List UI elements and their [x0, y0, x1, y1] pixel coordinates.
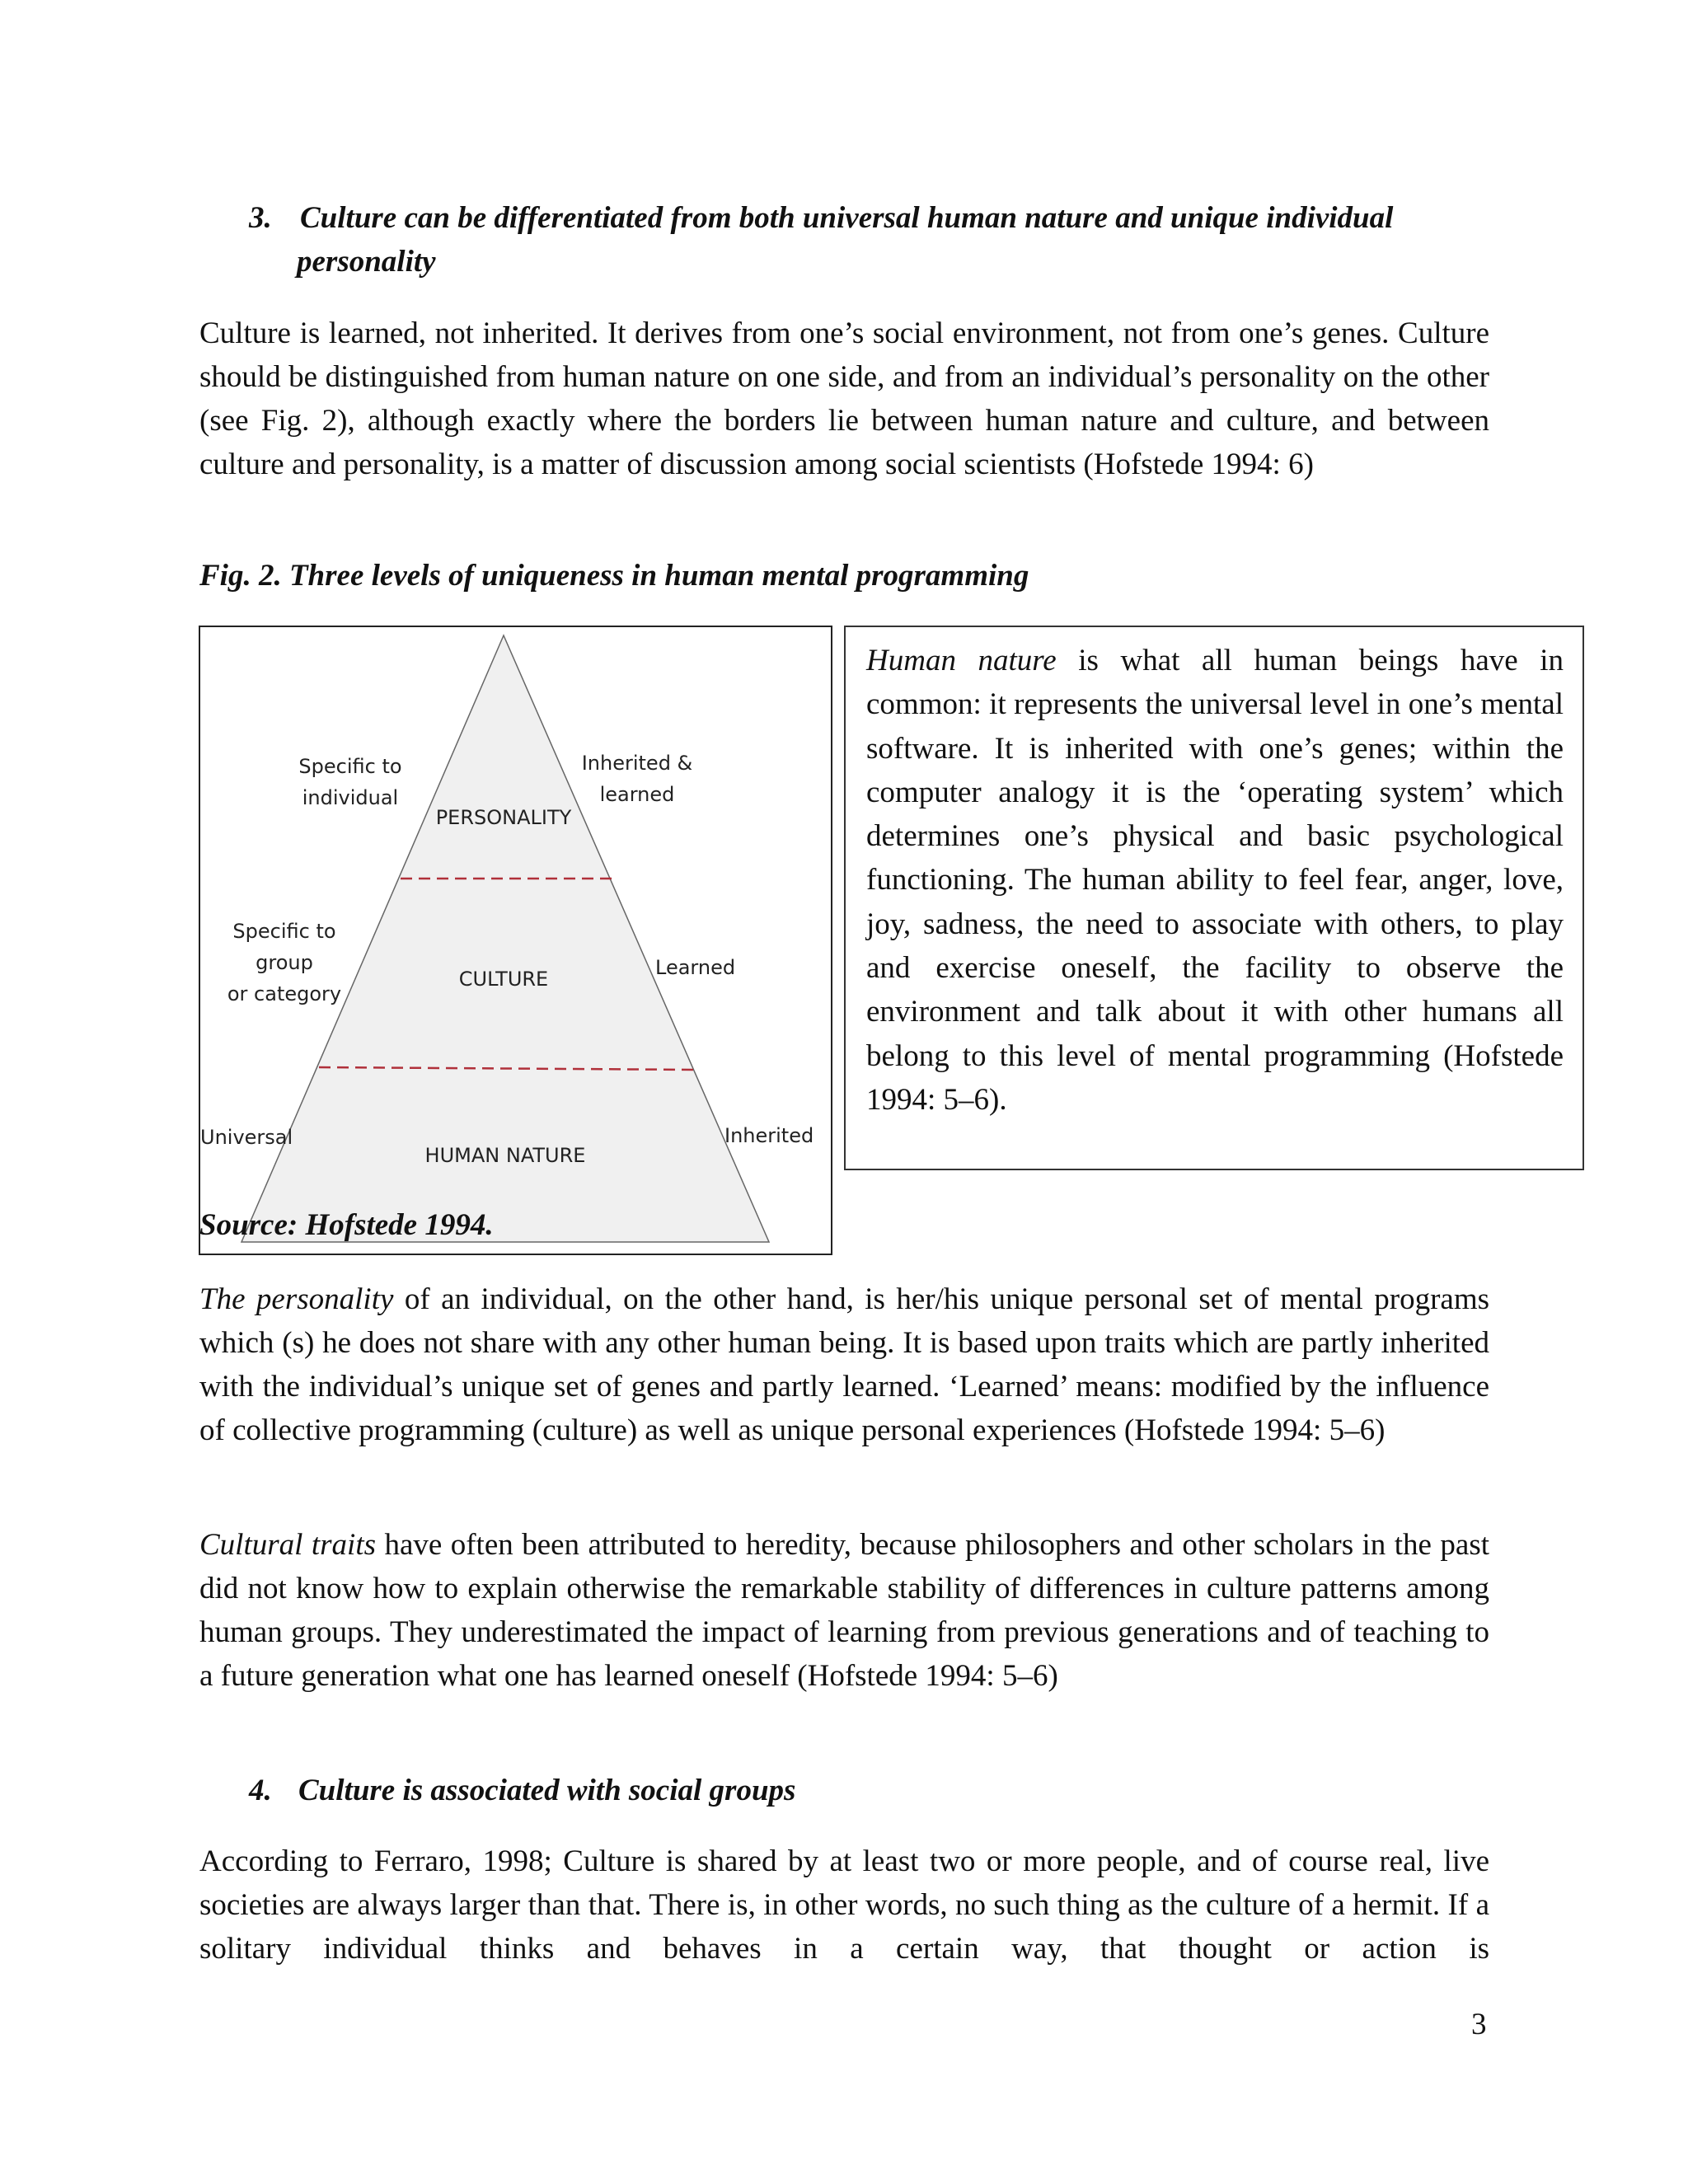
level-personality: PERSONALITY: [435, 806, 572, 829]
label-inherited: Inherited: [724, 1124, 814, 1147]
paragraph-cultural-traits: Cultural traits have often been attributed to heredity, because philosophers and other scholars in the past did not know how to explain otherwise the remarkable stability of differences in culture patterns among human groups. They underestimated the impact of learning from previous generations and of teaching to a future generation what one has learned oneself (Hofstede 1994: 5–6): [199, 1528, 1489, 1693]
human-nature-definition: Human nature is what all human beings have in common: it represents the universal level in one’s mental software. It is inherited with one’s genes; within the computer analogy it is the ‘operating system’ which determines one’s physical and basic psychological functioning. The human ability to feel fear, anger, love, joy, sadness, the need to associate with others, to play and exercise oneself, the facility to observe the environment and talk about it with other humans all belong to this level of mental programming (Hofstede 1994: 5–6).: [866, 644, 1564, 1117]
figure-source: Source: Hofstede 1994.: [199, 1208, 494, 1242]
section-heading-3: [249, 196, 1493, 240]
level-human-nature: HUMAN NATURE: [424, 1144, 586, 1167]
label-inherited-learned: Inherited & learned: [581, 752, 693, 806]
section-heading-4: [249, 1769, 795, 1812]
label-specific-individual: Specific to individual: [298, 755, 402, 809]
term-personality: The personality: [199, 1282, 394, 1316]
paragraph-personality: The personality of an individual, on the other hand, is her/his unique personal set of mental programs which (s) he does not share with any other human being. It is based upon traits which are partly inherited with the individual’s unique set of genes and partly learned. ‘Learned’ means: modified by the influence of collective programming (culture) as well as unique personal experiences (Hofstede 1994: 5–6): [199, 1282, 1490, 1447]
section-title-line1: Culture can be differentiated from both universal human nature and unique individual: [300, 201, 1394, 235]
paragraph-social-groups: According to Ferraro, 1998; Culture is shared by at least two or more people, and of course real, live societies are always larger than that. There is, in other words, no such thing as the culture of a hermit. If a solitary individual thinks and behaves in a certain way, that thought or action is: [199, 1844, 1489, 1966]
section-number: 4.: [249, 1774, 272, 1807]
label-universal: Universal: [200, 1126, 293, 1149]
section-number: 3.: [249, 201, 272, 235]
label-specific-group: Specific to group or category: [227, 920, 342, 1005]
page-number: 3: [1471, 2008, 1487, 2041]
term-human-nature: Human nature: [866, 644, 1057, 677]
figure-pyramid-box: [199, 626, 832, 1255]
term-cultural-traits: Cultural traits: [199, 1528, 376, 1562]
human-nature-textbox: [844, 626, 1584, 1170]
section-heading-3-cont: [297, 240, 436, 284]
figure-caption: Fig. 2. Three levels of uniqueness in human mental programming: [199, 559, 1029, 593]
label-learned: Learned: [655, 956, 736, 979]
paragraph-culture-learned: Culture is learned, not inherited. It derives from one’s social environment, not from one’s genes. Culture should be distinguished from human nature on one side, and from an individual’s personality on the other (see Fig. 2), although exactly where the borders lie between human nature and culture, and between culture and personality, is a matter of discussion among social scientists (Hofstede 1994: 6): [199, 316, 1489, 481]
level-culture: CULTURE: [458, 968, 549, 991]
section-title-line2: personality: [297, 245, 436, 279]
section-title: Culture is associated with social groups: [298, 1774, 796, 1807]
